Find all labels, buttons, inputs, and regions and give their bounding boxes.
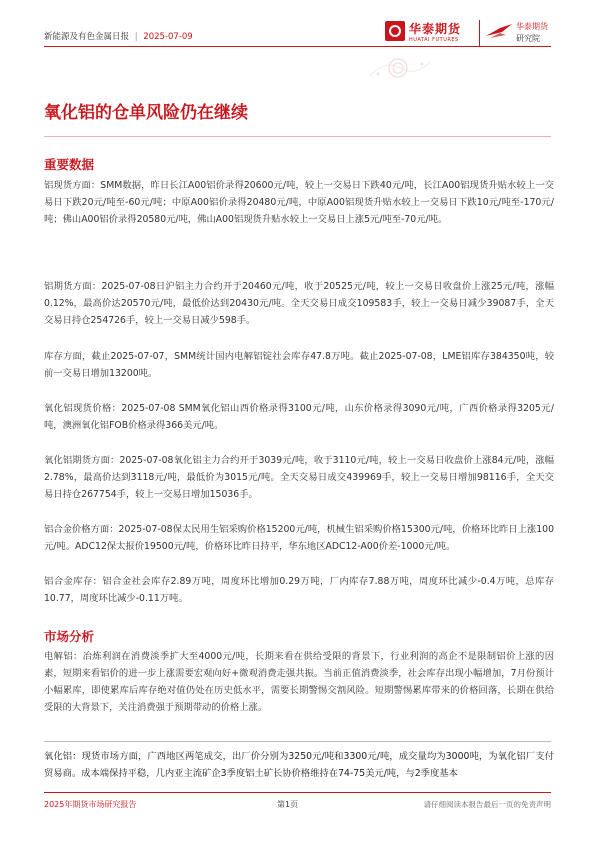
paragraph-electrolytic-aluminum: 电解铝：冶炼利润在消费淡季扩大至4000元/吨，长期来看在供给受限的背景下，行业利润的高企不是限制铝价上涨的因素，短期来看铝价的进一步上涨需要宏观向好+微观消费走强共振。当前正值消费淡季，社会库存出现小幅增加，7月份预计小幅累库，即使累库后库存绝对值仍处在历史低水平，需要长期警惕交割风险。短期警惕累库带来的价格回落，长期在供给受限的大背景下，关注消费强于预期带动的价格上涨。	[44, 651, 554, 713]
paragraph-aluminum-futures: 铝期货方面：2025-07-08日沪铝主力合约开于20460元/吨，收于20525元/吨，较上一交易日收盘价上涨25元/吨，涨幅0.12%，最高价达20570元/吨，最低价达到20430元/吨。全天交易日成交109583手，较上一交易日减少39087手，全天交易日持仓254726手，较上一交易日减少598手。	[44, 281, 554, 326]
decorative-watermark-icon	[360, 54, 440, 84]
header-separator: |	[134, 32, 138, 42]
huatai-logo-icon	[385, 21, 405, 41]
footer-disclaimer: 请仔细阅读本报告最后一页的免责声明	[423, 800, 551, 809]
page-number: 第1页	[277, 800, 299, 809]
section-heading-market-analysis: 市场分析	[44, 629, 95, 644]
title-rule	[44, 136, 551, 137]
huatai-futures-logo	[385, 20, 475, 46]
institute-line1: 华泰期货	[516, 22, 548, 31]
logo-en-text: HUATAI FUTURES	[409, 37, 459, 43]
institute-bird-icon	[484, 22, 514, 42]
report-date: 2025-07-09	[143, 32, 193, 42]
page-title: 氧化铝的仓单风险仍在继续	[44, 103, 248, 123]
paragraph-alumina-futures: 氧化铝期货方面：2025-07-08氧化铝主力合约开于3039元/吨，收于3110元/吨，较上一交易日收盘价上涨84元/吨，涨幅2.78%，最高价达到3118元/吨，最低价为3015元/吨。全天交易日成交439969手，较上一交易日增加98116手，全天交易日持仓267754手，较上一交易日增加15036手。	[44, 455, 554, 500]
paragraph-alloy-inventory: 铝合金库存：铝合金社会库存2.89万吨，周度环比增加0.29万吨，厂内库存7.88万吨，周度环比减少-0.4万吨，总库存10.77，周度环比减少-0.11万吨。	[44, 576, 554, 604]
logo-divider	[479, 20, 480, 46]
footer-rule	[44, 792, 551, 793]
section-heading-key-data: 重要数据	[44, 157, 95, 172]
institute-line2: 研究院	[516, 34, 540, 43]
footer-report-label: 2025年期货市场研究报告	[44, 800, 137, 809]
paragraph-inventory: 库存方面，截止2025-07-07，SMM统计国内电解铝锭社会库存47.8万吨。截止2025-07-08，LME铝库存384350吨，较前一交易日增加13200吨。	[44, 351, 554, 379]
report-name: 新能源及有色金属日报	[44, 32, 130, 42]
paragraph-alloy-price: 铝合金价格方面：2025-07-08保太民用生铝采购价格15200元/吨，机械生铝采购价格15300元/吨，价格环比昨日上涨100元/吨。ADC12保太报价19500元/吨，价格环比昨日持平，华东地区ADC12-A00价差-1000元/吨。	[44, 524, 554, 552]
header-rule	[44, 46, 551, 47]
paragraph-alumina-analysis: 氧化铝：现货市场方面，广西地区两笔成交，出厂价分别为3250元/吨和3300元/吨，成交量均为3000吨，为氧化铝厂支付贸易商。成本端保持平稳，几内亚主流矿企3季度铝土矿长协价格维持在74-75美元/吨，与2季度基本	[44, 751, 554, 779]
research-institute-logo	[484, 20, 554, 46]
logo-cn-text: 华泰期货	[409, 22, 462, 36]
report-header	[44, 30, 193, 42]
paragraph-alumina-spot: 氧化铝现货价格：2025-07-08 SMM氧化铝山西价格录得3100元/吨，山东价格录得3090元/吨，广西价格录得3205元/吨，澳洲氧化铝FOB价格录得366美元/吨。	[44, 403, 554, 431]
paragraph-aluminum-spot: 铝现货方面：SMM数据，昨日长江A00铝价录得20600元/吨，较上一交易日下跌40元/吨，长江A00铝现货升贴水较上一交易日下跌20元/吨至-60元/吨；中原A00铝价录得20480元/吨，中原A00铝现货升贴水较上一交易日下跌10元/吨至-170元/吨；佛山A00铝价录得20580元/吨，佛山A00铝现货升贴水较上一交易日上涨5元/吨至-70元/吨。	[44, 180, 554, 225]
body-divider	[44, 741, 551, 742]
